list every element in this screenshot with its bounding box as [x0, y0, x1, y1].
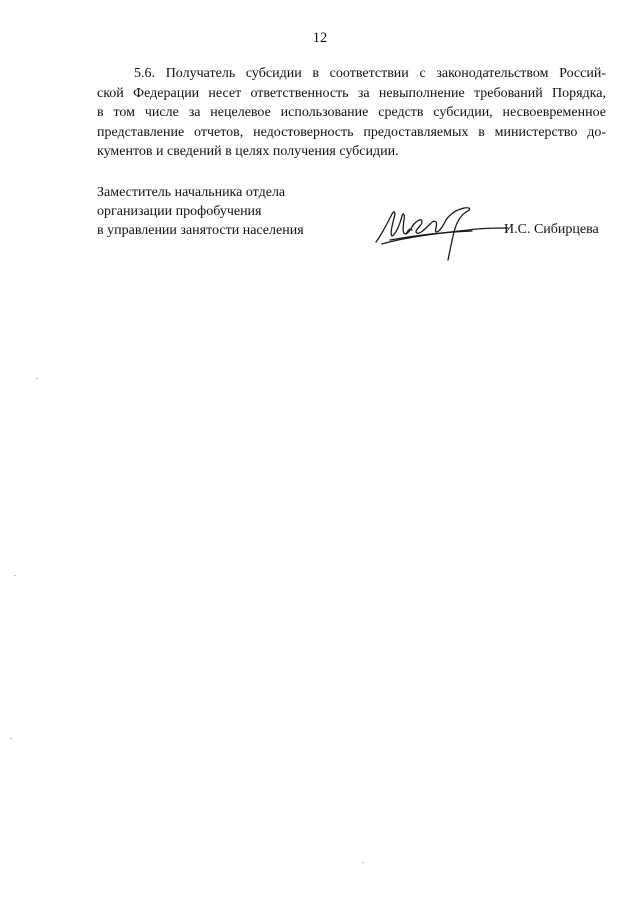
- paragraph-line: кументов и сведений в целях получения субсидии.: [97, 144, 399, 160]
- position-line: Заместитель начальника отдела: [97, 185, 286, 200]
- scan-speck: [36, 378, 38, 379]
- paragraph-line: представление отчетов, недостоверность предоставляемых в министерство до-: [97, 124, 606, 140]
- paragraph-5-6: [97, 64, 606, 162]
- signatory-position: [97, 184, 304, 240]
- signer-name: И.С. Сибирцева: [504, 222, 599, 237]
- signature-icon: [372, 200, 512, 264]
- position-line: в управлении занятости населения: [97, 222, 304, 238]
- scan-speck: [362, 862, 364, 863]
- page-number: 12: [312, 30, 328, 46]
- scan-speck: [14, 575, 16, 576]
- paragraph-line: ской Федерации несет ответственность за невыполнение требований Порядка,: [97, 85, 606, 101]
- scan-speck: [10, 738, 12, 739]
- paragraph-line: в том числе за нецелевое использование средств субсидии, несвоевременное: [97, 105, 606, 121]
- position-line: организации профобучения: [97, 203, 262, 219]
- paragraph-line: 5.6. Получатель субсидии в соответствии с законодательством Россий-: [134, 66, 606, 81]
